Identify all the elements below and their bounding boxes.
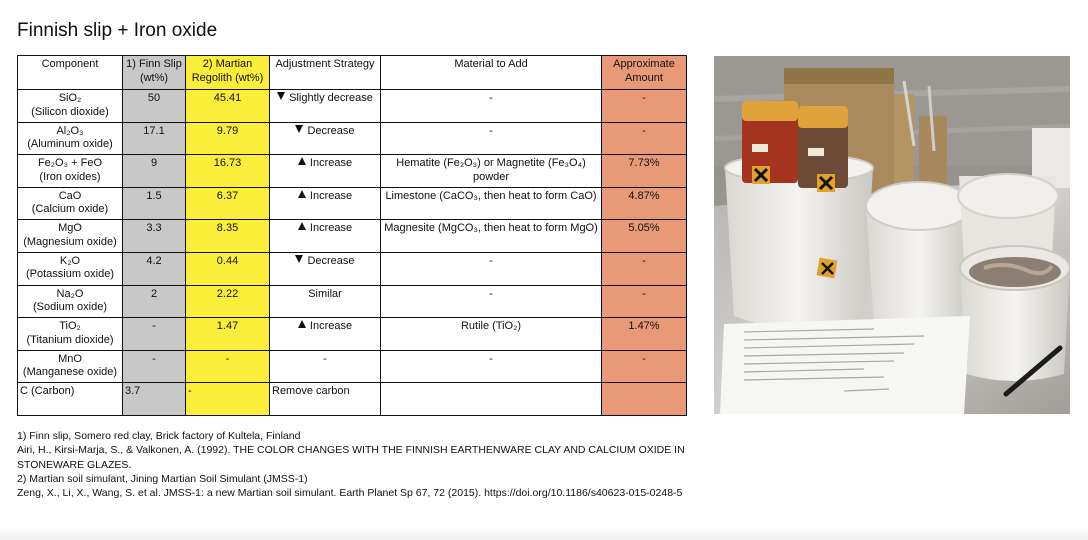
component-name: (Magnesium oxide) (23, 235, 117, 248)
cell-component (18, 155, 123, 188)
cell-material-to-add (381, 155, 602, 188)
cell-martian-regolith: 0.44 (186, 252, 270, 285)
component-name: (Titanium dioxide) (26, 333, 114, 346)
table-row (18, 318, 687, 351)
triangle-down-icon (277, 92, 285, 100)
materials-photo (714, 56, 1070, 414)
component-name: (Calcium oxide) (31, 203, 109, 216)
cell-adjustment-strategy (270, 90, 381, 123)
header-finn-slip: 1) Finn Slip (wt%) (123, 56, 186, 90)
cell-material-to-add (381, 252, 602, 285)
table-header-row (18, 56, 687, 90)
footnote-3: 2) Martian soil simulant, Jining Martian Soil Simulant (JMSS-1) (17, 472, 308, 485)
table-row (18, 350, 687, 383)
cell-approximate-amount: - (602, 252, 687, 285)
strategy-label: Increase (309, 320, 353, 333)
triangle-down-icon (295, 255, 303, 263)
cell-finn-slip: 2 (123, 285, 186, 318)
cell-material-to-add (381, 187, 602, 220)
cell-component (18, 220, 123, 253)
table-row (18, 187, 687, 220)
component-name: (Silicon dioxide) (31, 105, 109, 118)
strategy-label: - (323, 352, 327, 365)
cell-martian-regolith: 1.47 (186, 318, 270, 351)
cell-approximate-amount: - (602, 122, 687, 155)
cell-martian-regolith: - (186, 383, 270, 416)
component-name: (Potassium oxide) (25, 268, 115, 281)
strategy-label: Slightly decrease (289, 92, 373, 104)
component-formula: Al₂O₃ (56, 124, 84, 137)
table-row (18, 285, 687, 318)
cell-finn-slip: 3.7 (123, 383, 186, 416)
cell-finn-slip: 4.2 (123, 252, 186, 285)
cell-martian-regolith: 9.79 (186, 122, 270, 155)
component-name: (Iron oxides) (39, 170, 101, 183)
header-approximate-amount: Approximate Amount (602, 56, 687, 90)
material-line: - (489, 124, 493, 137)
cell-approximate-amount: - (602, 350, 687, 383)
component-formula: CaO (58, 189, 82, 202)
cell-approximate-amount: 5.05% (602, 220, 687, 253)
cell-finn-slip: - (123, 318, 186, 351)
cell-material-to-add (381, 383, 602, 416)
cell-adjustment-strategy (270, 220, 381, 253)
footnotes (17, 429, 692, 500)
component-formula: TiO₂ (59, 320, 81, 333)
material-line: Hematite (Fe₂O₃) or Magnetite (Fe₃O₄) (396, 157, 586, 170)
strategy-label: Increase (309, 157, 353, 170)
material-line: - (489, 352, 493, 365)
cell-material-to-add (381, 318, 602, 351)
cell-approximate-amount: - (602, 285, 687, 318)
component-name: (Manganese oxide) (22, 366, 118, 379)
cell-material-to-add (381, 220, 602, 253)
table-row (18, 220, 687, 253)
table-row (18, 122, 687, 155)
cell-finn-slip: 3.3 (123, 220, 186, 253)
page-bottom-edge (0, 526, 1088, 540)
footnote-4: Zeng, X., Li, X., Wang, S. et al. JMSS-1: a new Martian soil simulant. Earth Planet Sp 67, 72 (2015). https://doi.org/10.1186/s40623-015-0248-5 (17, 487, 683, 500)
cell-finn-slip: 17.1 (123, 122, 186, 155)
cell-martian-regolith: 6.37 (186, 187, 270, 220)
table-row (18, 155, 687, 188)
cell-adjustment-strategy: Remove carbon (270, 383, 381, 416)
cell-martian-regolith: 2.22 (186, 285, 270, 318)
page-title: Finnish slip + Iron oxide (17, 20, 218, 41)
material-line: Rutile (TiO₂) (460, 320, 522, 333)
component-formula: MnO (58, 352, 82, 365)
cell-martian-regolith: 45.41 (186, 90, 270, 123)
cell-finn-slip: 1.5 (123, 187, 186, 220)
component-formula: Na₂O (56, 287, 84, 300)
material-line: Limestone (CaCO₃, then heat to form CaO) (385, 189, 597, 202)
component-formula: Fe₂O₃ + FeO (37, 157, 103, 170)
triangle-up-icon (298, 157, 306, 165)
cell-adjustment-strategy (270, 187, 381, 220)
cell-finn-slip: 50 (123, 90, 186, 123)
material-line: Magnesite (MgCO₃, then heat to form MgO) (384, 222, 598, 235)
cell-adjustment-strategy (270, 318, 381, 351)
cell-component (18, 285, 123, 318)
strategy-label: Increase (309, 222, 353, 235)
strategy-label: Increase (309, 189, 353, 202)
triangle-up-icon (298, 190, 306, 198)
cell-finn-slip: 9 (123, 155, 186, 188)
cell-material-to-add (381, 90, 602, 123)
component-name: (Sodium oxide) (33, 301, 107, 314)
header-material-to-add: Material to Add (381, 56, 602, 90)
triangle-up-icon (298, 320, 306, 328)
cell-adjustment-strategy (270, 252, 381, 285)
material-line: - (489, 92, 493, 104)
cell-component (18, 318, 123, 351)
cell-approximate-amount: 4.87% (602, 187, 687, 220)
material-line: - (489, 287, 493, 300)
material-line: - (489, 254, 493, 267)
cell-component (18, 252, 123, 285)
cell-martian-regolith: 16.73 (186, 155, 270, 188)
cell-approximate-amount: - (602, 90, 687, 123)
component-formula: K₂O (59, 254, 81, 267)
cell-adjustment-strategy (270, 155, 381, 188)
cell-material-to-add (381, 122, 602, 155)
cell-material-to-add (381, 350, 602, 383)
table-row (18, 90, 687, 123)
cell-component (18, 187, 123, 220)
cell-material-to-add (381, 285, 602, 318)
materials-photo-drawing (714, 56, 1070, 414)
material-line: powder (472, 170, 510, 183)
cell-finn-slip: - (123, 350, 186, 383)
table-row-carbon (18, 383, 687, 416)
cell-adjustment-strategy (270, 285, 381, 318)
cell-component (18, 90, 123, 123)
composition-table (17, 55, 687, 416)
component-formula: MgO (58, 222, 82, 235)
cell-martian-regolith: - (186, 350, 270, 383)
cell-approximate-amount: 7.73% (602, 155, 687, 188)
strategy-label: Similar (308, 287, 342, 300)
header-martian-regolith: 2) Martian Regolith (wt%) (186, 56, 270, 90)
footnote-2: Airi, H., Kirsi-Marja, S., & Valkonen, A. (1992). THE COLOR CHANGES WITH THE FINNISH EARTHENWARE CLAY AND CALCIUM OXIDE IN STONEWARE GLAZES. (17, 444, 685, 471)
cell-adjustment-strategy (270, 122, 381, 155)
cell-component (18, 350, 123, 383)
header-component: Component (18, 56, 123, 90)
cell-adjustment-strategy (270, 350, 381, 383)
table-row (18, 252, 687, 285)
cell-martian-regolith: 8.35 (186, 220, 270, 253)
triangle-down-icon (295, 125, 303, 133)
strategy-label: Decrease (307, 254, 355, 267)
strategy-label: Decrease (307, 124, 355, 137)
cell-approximate-amount (602, 383, 687, 416)
header-adjustment-strategy: Adjustment Strategy (270, 56, 381, 90)
cell-component: C (Carbon) (18, 383, 123, 416)
footnote-1: 1) Finn slip, Somero red clay, Brick factory of Kultela, Finland (17, 430, 301, 442)
component-formula: SiO₂ (58, 92, 82, 104)
cell-component (18, 122, 123, 155)
triangle-up-icon (298, 222, 306, 230)
cell-approximate-amount: 1.47% (602, 318, 687, 351)
component-name: (Aluminum oxide) (27, 138, 113, 151)
